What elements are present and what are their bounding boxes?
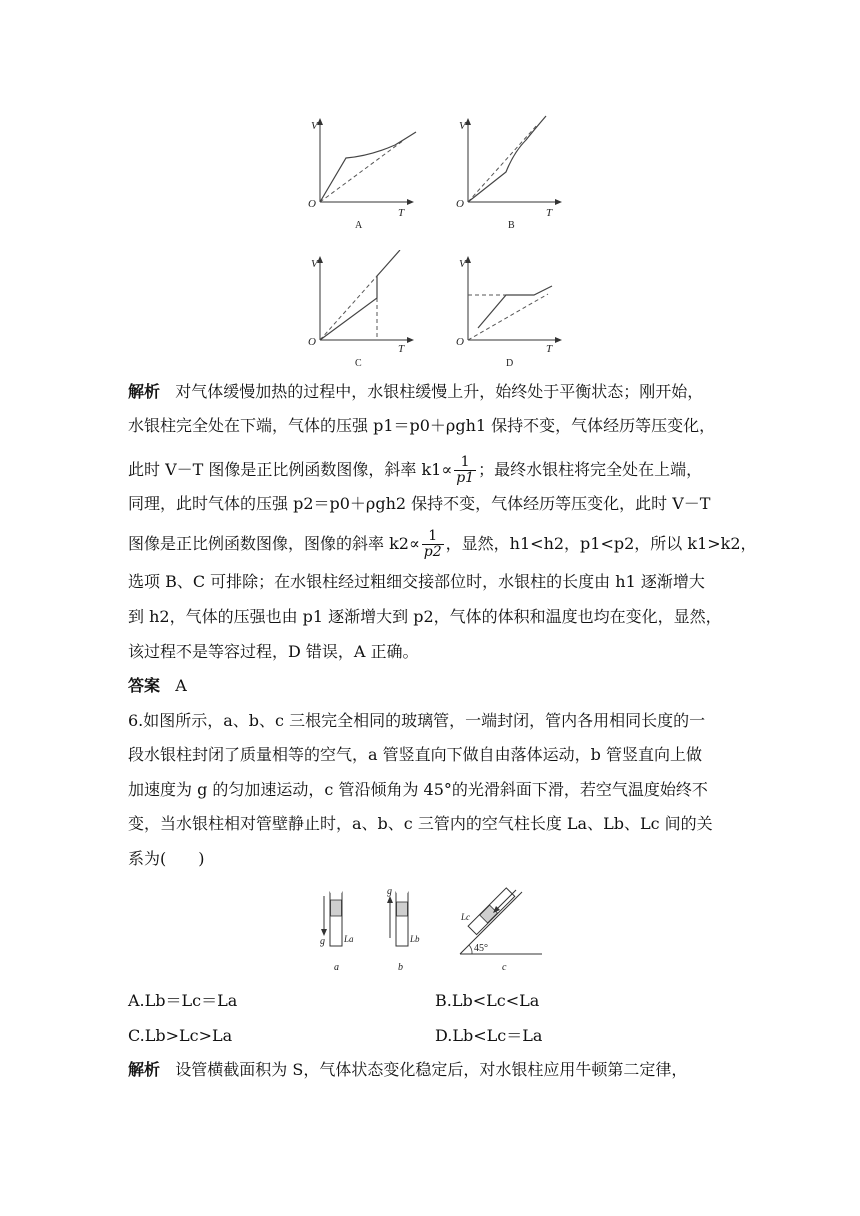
analysis2-text: 设管横截面积为 S，气体状态变化稳定后，对水银柱应用牛顿第二定律， <box>175 1060 688 1079</box>
fraction-numerator: 1 <box>454 455 476 471</box>
analysis-line-1 <box>128 382 740 402</box>
analysis-line-3 <box>128 452 740 488</box>
lc-label: Lc <box>461 912 470 922</box>
caption-b: b <box>398 962 403 973</box>
analysis-text: 到 h2，气体的压强也由 p1 逐渐增大到 p2，气体的体积和温度也均在变化，显然， <box>128 607 722 626</box>
graph-label-c: C <box>355 358 362 369</box>
fraction-denominator: p2 <box>423 544 442 560</box>
option-a-text: A.Lb＝Lc＝La <box>128 991 238 1010</box>
analysis-line-5 <box>128 526 757 562</box>
analysis-line-8 <box>128 642 740 662</box>
graph-label-a: A <box>355 220 363 231</box>
graph-c <box>300 250 430 372</box>
axis-t-label: T <box>398 207 405 219</box>
graph-a <box>300 112 430 234</box>
analysis-text: ，显然，h1<h2，p1<p2，所以 k1>k2， <box>445 534 757 553</box>
answer-label: 答案 <box>128 676 161 695</box>
axis-t-label: T <box>546 207 553 219</box>
la-label: La <box>344 934 354 944</box>
option-b-text: B.Lb<Lc<La <box>435 991 540 1010</box>
question-line-1 <box>128 711 740 731</box>
angle-label: 45° <box>474 943 488 954</box>
question-text: 变，当水银柱相对管壁静止时，a、b、c 三管内的空气柱长度 La、Lb、Lc 间的关 <box>128 814 713 833</box>
option-d-text: D.Lb<Lc＝La <box>435 1026 543 1045</box>
option-a[interactable] <box>128 991 237 1011</box>
analysis-line-7 <box>128 607 740 627</box>
analysis2-line <box>128 1060 740 1080</box>
tube-figure <box>310 882 550 978</box>
caption-a: a <box>334 962 339 973</box>
answer-value: A <box>175 676 187 695</box>
origin-label: O <box>456 198 464 210</box>
fraction-numerator: 1 <box>422 529 444 545</box>
graph-b <box>448 112 578 234</box>
analysis-text: 选项 B、C 可排除；在水银柱经过粗细交接部位时，水银柱的长度由 h1 逐渐增大 <box>128 572 705 591</box>
analysis-label: 解析 <box>128 382 161 401</box>
origin-label: O <box>308 336 316 348</box>
analysis-line-6 <box>128 572 740 592</box>
caption-c: c <box>502 962 507 973</box>
fraction-denominator: p1 <box>456 470 475 486</box>
answer-line <box>128 676 740 696</box>
graph-d <box>448 250 578 372</box>
graph-label-b: B <box>508 220 515 231</box>
axis-v-label: V <box>311 120 318 132</box>
axis-v-label: V <box>459 120 466 132</box>
option-c[interactable] <box>128 1026 232 1046</box>
analysis-text: 同理，此时气体的压强 p2＝p0＋ρgh2 保持不变，气体经历等压变化，此时 V－T <box>128 494 711 513</box>
origin-label: O <box>308 198 316 210</box>
question-line-3 <box>128 780 740 800</box>
analysis-text: 图像是正比例函数图像，图像的斜率 k2∝ <box>128 534 420 553</box>
fraction-k2 <box>422 529 444 560</box>
axis-t-label: T <box>546 343 553 355</box>
analysis-text: 对气体缓慢加热的过程中，水银柱缓慢上升，始终处于平衡状态；刚开始， <box>175 382 704 401</box>
question-line-5 <box>128 849 740 869</box>
analysis-text: ；最终水银柱将完全处在上端， <box>478 460 703 479</box>
axis-v-label: V <box>459 258 466 270</box>
axis-t-label: T <box>398 343 405 355</box>
graph-label-d: D <box>506 358 514 369</box>
question-line-2 <box>128 745 740 765</box>
analysis-text: 此时 V－T 图像是正比例函数图像，斜率 k1∝ <box>128 460 453 479</box>
option-c-text: C.Lb>Lc>La <box>128 1026 233 1045</box>
question-text: 段水银柱封闭了质量相等的空气，a 管竖直向下做自由落体运动，b 管竖直向上做 <box>128 745 702 764</box>
analysis-line-2 <box>128 416 740 436</box>
analysis-text: 该过程不是等容过程，D 错误，A 正确。 <box>128 642 419 661</box>
option-b[interactable] <box>435 991 539 1011</box>
lb-label: Lb <box>410 934 420 944</box>
question-text: 6.如图所示，a、b、c 三根完全相同的玻璃管，一端封闭，管内各用相同长度的一 <box>128 711 706 730</box>
question-line-4 <box>128 814 740 834</box>
fraction-k1 <box>454 455 476 486</box>
analysis2-label: 解析 <box>128 1060 161 1079</box>
question-text: 系为( ) <box>128 849 205 868</box>
origin-label: O <box>456 336 464 348</box>
question-text: 加速度为 g 的匀加速运动，c 管沿倾角为 45°的光滑斜面下滑，若空气温度始终不 <box>128 780 708 799</box>
analysis-text: 水银柱完全处在下端，气体的压强 p1＝p0＋ρgh1 保持不变，气体经历等压变化， <box>128 416 716 435</box>
option-d[interactable] <box>435 1026 542 1046</box>
g-label: g <box>387 886 392 897</box>
axis-v-label: V <box>311 258 318 270</box>
analysis-line-4 <box>128 494 740 514</box>
g-label: g <box>320 936 325 947</box>
